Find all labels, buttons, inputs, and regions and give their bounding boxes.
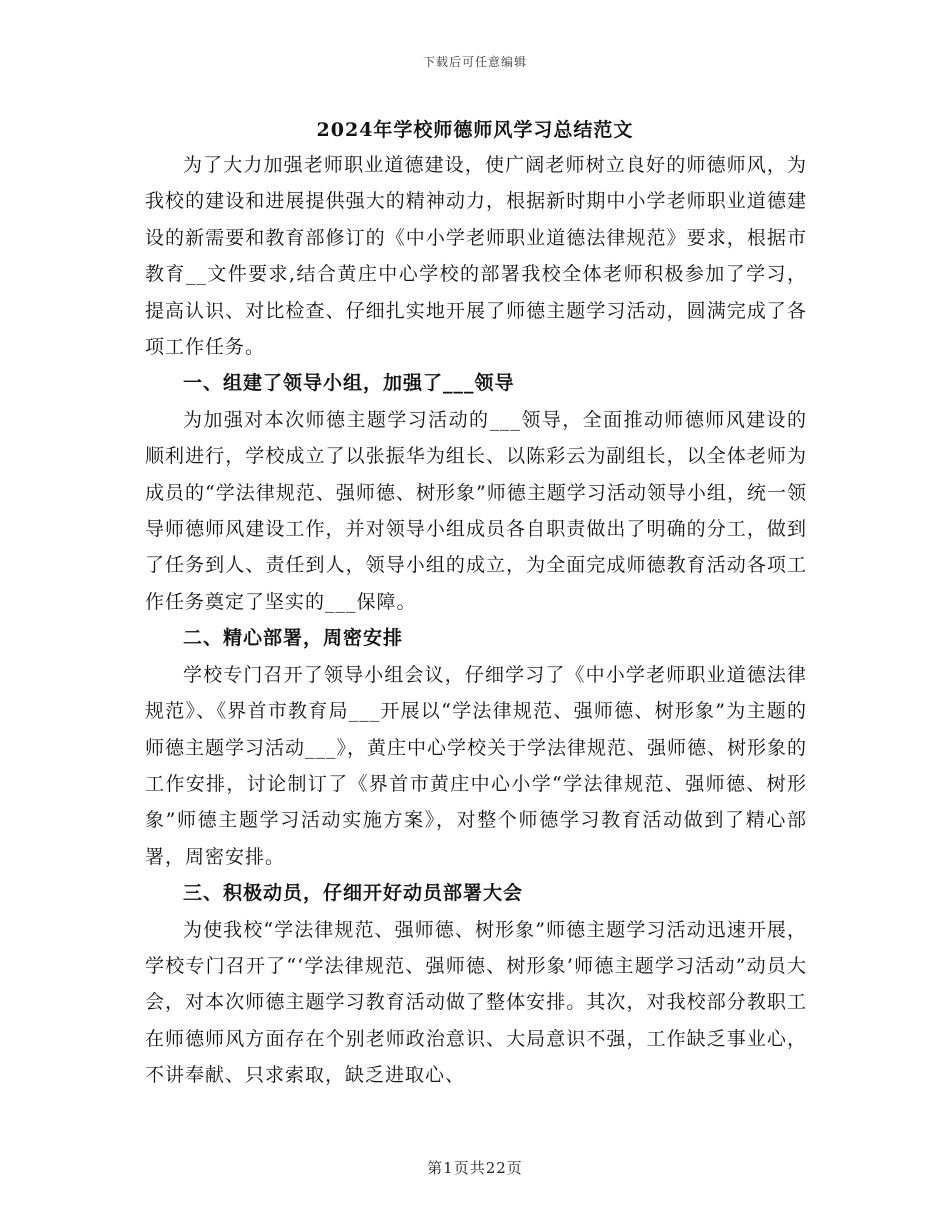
- paragraph-section-1: 为加强对本次师德主题学习活动的___领导，全面推动师德师风建设的顺利进行，学校成立了以张振华为组长、以陈彩云为副组长，以全体老师为成员的“学法律规范、强师德、树形象”师德主题学习活动领导小组，统一领导师德师风建设工作，并对领导小组成员各自职责做出了明确的分工，做到了任务到人、责任到人，领导小组的成立，为全面完成师德教育活动各项工作任务奠定了坚实的___保障。: [145, 408, 807, 613]
- document-title: 2024年学校师德师风学习总结范文: [316, 119, 634, 141]
- section-heading-2: 二、精心部署，周密安排: [183, 627, 404, 650]
- page-header: 下载后可任意编辑: [422, 55, 527, 69]
- section-heading-3: 三、积极动员，仔细开好动员部署大会: [183, 882, 524, 905]
- page-footer: 第1页共22页: [427, 1159, 523, 1177]
- paragraph-intro: 为了大力加强老师职业道德建设，使广阔老师树立良好的师德师风，为我校的建设和进展提供强大的精神动力，根据新时期中小学老师职业道德建设的新需要和教育部修订的《中小学老师职业道德法律规范》要求，根据市教育__文件要求,结合黄庄中心学校的部署我校全体老师积极参加了学习，提高认识、对比检查、仔细扎实地开展了师德主题学习活动，圆满完成了各项工作任务。: [145, 154, 807, 359]
- document-body: [145, 147, 807, 1094]
- section-heading-1: 一、组建了领导小组，加强了___领导: [183, 372, 515, 395]
- paragraph-section-3: 为使我校“学法律规范、强师德、树形象”师德主题学习活动迅速开展，学校专门召开了“‘学法律规范、强师德、树形象’师德主题学习活动”动员大会，对本次师德主题学习教育活动做了整体安排。其次，对我校部分教职工在师德师风方面存在个别老师政治意识、大局意识不强，工作缺乏事业心，不讲奉献、只求索取，缺乏进取心、: [145, 918, 807, 1087]
- paragraph-section-2: 学校专门召开了领导小组会议，仔细学习了《中小学老师职业道德法律规范》、《界首市教育局___开展以“学法律规范、强师德、树形象”为主题的师德主题学习活动___》，黄庄中心学校关于学法律规范、强师德、树形象的工作安排，讨论制订了《界首市黄庄中心小学“学法律规范、强师德、树形象”师德主题学习活动实施方案》，对整个师德学习教育活动做到了精心部署，周密安排。: [145, 663, 808, 868]
